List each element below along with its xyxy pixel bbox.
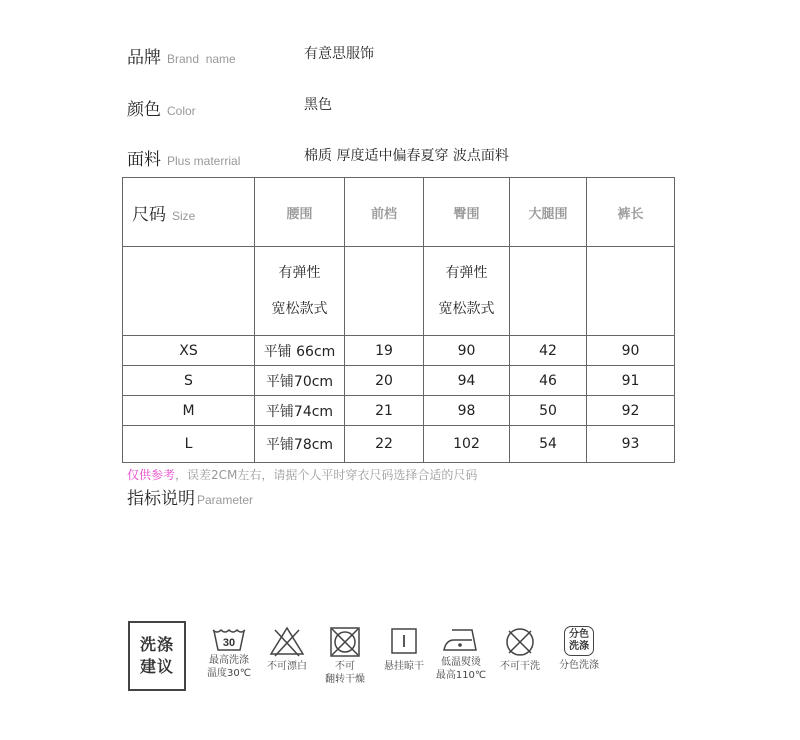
table-row — [123, 426, 675, 463]
care-label-line1: 不可干洗 — [500, 661, 540, 672]
size-table — [122, 177, 675, 463]
waist-cell: 平铺78cm — [255, 426, 345, 463]
front-rise-cell: 19 — [345, 336, 424, 366]
care-label-line1: 不可 — [335, 661, 355, 672]
column-header-waist: 腰围 — [255, 178, 345, 247]
care-label-line2: 最高110℃ — [435, 670, 487, 681]
thigh-cell: 54 — [510, 426, 587, 463]
wash-separately-icon — [564, 626, 594, 656]
waist-note-loose: 宽松款式 — [271, 301, 328, 317]
size-cell: XS — [123, 336, 255, 366]
badge-line1: 分色 — [569, 629, 589, 640]
length-cell: 93 — [587, 426, 675, 463]
note-cell-empty — [123, 247, 255, 336]
fabric-value: 棉质 厚度适中偏春夏穿 波点面料 — [304, 148, 509, 164]
size-header-en: Size — [172, 208, 196, 223]
waist-note-elastic: 有弹性 — [278, 265, 321, 281]
waist-cell: 平铺 66cm — [255, 336, 345, 366]
front-rise-cell: 20 — [345, 366, 424, 396]
note-cell-empty — [587, 247, 675, 336]
care-label-line1: 最高洗涤 — [209, 655, 249, 666]
badge-line2: 洗涤 — [569, 641, 589, 652]
size-cell: M — [123, 396, 255, 426]
size-cell: S — [123, 366, 255, 396]
care-label-line2: 温度30℃ — [207, 668, 251, 679]
column-header-front-rise: 前档 — [345, 178, 424, 247]
no-bleach-icon — [269, 626, 305, 658]
thigh-cell: 50 — [510, 396, 587, 426]
brand-value: 有意思服饰 — [304, 46, 374, 62]
size-disclaimer — [127, 466, 477, 483]
brand-label — [127, 43, 236, 68]
front-rise-cell: 22 — [345, 426, 424, 463]
column-header-thigh: 大腿围 — [510, 178, 587, 247]
low-iron-icon — [442, 626, 480, 654]
brand-label-cn: 品牌 — [127, 48, 161, 68]
color-value: 黑色 — [304, 97, 332, 113]
care-label-line1: 低温熨烫 — [441, 657, 481, 668]
wash-30-icon — [211, 626, 247, 652]
care-item-wash-30 — [204, 626, 254, 680]
brand-label-en: Brand name — [167, 52, 236, 66]
care-label-line1: 悬挂晾干 — [384, 661, 424, 672]
size-table-note-row — [123, 247, 675, 336]
thigh-cell: 42 — [510, 336, 587, 366]
waist-cell: 平铺70cm — [255, 366, 345, 396]
size-header-cn: 尺码 — [132, 204, 166, 225]
note-cell-hip — [424, 247, 510, 336]
front-rise-cell: 21 — [345, 396, 424, 426]
size-cell: L — [123, 426, 255, 463]
care-item-hang-dry — [378, 626, 430, 673]
parameter-heading-cn: 指标说明 — [127, 489, 195, 509]
care-item-wash-separately — [554, 626, 604, 672]
length-cell: 90 — [587, 336, 675, 366]
thigh-cell: 46 — [510, 366, 587, 396]
wash-temp-number: 30 — [222, 637, 236, 649]
fabric-label-cn: 面料 — [127, 150, 161, 170]
hang-dry-icon — [389, 626, 419, 656]
fabric-label — [127, 145, 240, 170]
washing-title-line2: 建议 — [139, 657, 174, 676]
parameter-heading-en: Parameter — [197, 493, 254, 507]
table-row — [123, 366, 675, 396]
color-label-en: Color — [167, 104, 196, 118]
hip-cell: 90 — [424, 336, 510, 366]
column-header-hip: 臀围 — [424, 178, 510, 247]
hip-note-loose: 宽松款式 — [438, 301, 495, 317]
care-item-no-tumble-dry — [320, 626, 370, 686]
care-item-no-dry-clean — [494, 626, 546, 673]
washing-title-line1: 洗涤 — [139, 635, 174, 654]
note-cell-waist — [255, 247, 345, 336]
disclaimer-highlight: 仅供参考 — [127, 468, 176, 482]
note-cell-empty — [345, 247, 424, 336]
color-label — [127, 95, 196, 120]
length-cell: 92 — [587, 396, 675, 426]
size-table-header-row — [123, 178, 675, 247]
disclaimer-text: ，误差2CM左右，请据个人平时穿衣尺码选择合适的尺码 — [175, 468, 478, 482]
washing-advice-badge — [128, 621, 186, 691]
waist-cell: 平铺74cm — [255, 396, 345, 426]
care-item-low-iron — [434, 626, 488, 682]
hip-note-elastic: 有弹性 — [445, 265, 488, 281]
table-row — [123, 336, 675, 366]
care-label-line2: 翻转干燥 — [325, 674, 365, 685]
fabric-label-en: Plus materrial — [167, 154, 241, 168]
no-dry-clean-icon — [504, 626, 536, 658]
care-label-line1: 分色洗涤 — [559, 660, 599, 671]
column-header-length: 裤长 — [587, 178, 675, 247]
care-label-line1: 不可漂白 — [267, 661, 307, 672]
hip-cell: 102 — [424, 426, 510, 463]
length-cell: 91 — [587, 366, 675, 396]
no-tumble-dry-icon — [329, 626, 361, 658]
care-item-no-bleach — [262, 626, 312, 673]
hip-cell: 98 — [424, 396, 510, 426]
size-header-cell — [123, 178, 255, 247]
parameter-heading — [127, 484, 253, 509]
hip-cell: 94 — [424, 366, 510, 396]
note-cell-empty — [510, 247, 587, 336]
color-label-cn: 颜色 — [127, 100, 161, 120]
table-row — [123, 396, 675, 426]
